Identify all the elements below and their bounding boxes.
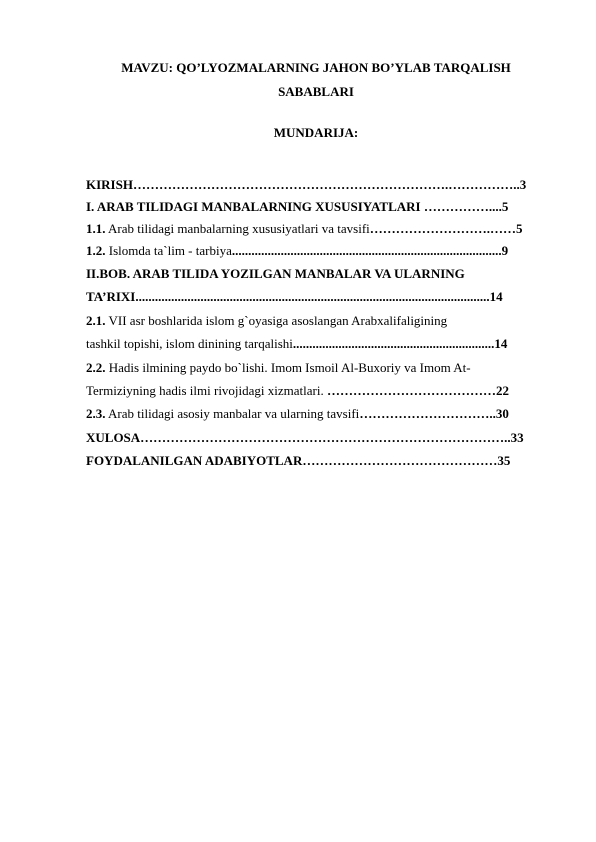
toc-entry-number: 2.1. xyxy=(86,313,106,328)
document-title-line-1: MAVZU: QO’LYOZMALARNING JAHON BO’YLAB TARQALISH xyxy=(121,60,511,75)
toc-entry-page: ...................................................................................9 xyxy=(231,243,509,258)
toc-entry-text: KIRISH……………………………………………………………….……………..3 xyxy=(86,177,527,192)
toc-entry-number: 2.2. xyxy=(86,360,106,375)
toc-entry-chapter-2-line-2 xyxy=(86,286,546,308)
toc-entry-references xyxy=(86,450,546,472)
toc-entry-text: II.BOB. ARAB TILIDA YOZILGAN MANBALAR VA ULARNING xyxy=(86,266,465,281)
contents-heading: MUNDARIJA: xyxy=(273,125,359,140)
toc-entry-text: Arab tilidagi manbalarning xususiyatlari va tavsifi xyxy=(105,221,370,236)
toc-entry-chapter-2-line-1 xyxy=(86,263,546,285)
toc-entry-2-1-line-1 xyxy=(86,310,546,332)
toc-entry-page: ..............................................................14 xyxy=(292,336,508,351)
toc-entry-text: XULOSA…………………………………………………………………………..33 xyxy=(86,430,524,445)
toc-entry-chapter-1 xyxy=(86,196,546,218)
toc-entry-text: Arab tilidagi asosiy manbalar va ularning tavsifi xyxy=(105,406,360,421)
toc-entry-page: ……………………….……5 xyxy=(369,221,523,236)
toc-entry-xulosa xyxy=(86,427,546,449)
toc-entry-2-3 xyxy=(86,403,546,425)
toc-entry-number: 1.1. xyxy=(86,221,106,236)
toc-entry-text: VII asr boshlarida islom g`oyasiga asoslangan Arabxalifaligining xyxy=(105,313,448,328)
toc-entry-text: tashkil topishi, islom dinining tarqalishi xyxy=(86,336,293,351)
toc-entry-1-1 xyxy=(86,218,546,240)
document-title-line-2: SABABLARI xyxy=(278,84,354,99)
toc-entry-2-2-line-1 xyxy=(86,357,546,379)
toc-entry-text: Islomda ta`lim - tarbiya xyxy=(105,243,232,258)
toc-entry-2-2-line-2 xyxy=(86,380,546,402)
toc-entry-text: FOYDALANILGAN ADABIYOTLAR………………………………………35 xyxy=(86,453,511,468)
toc-entry-1-2 xyxy=(86,240,546,262)
toc-entry-page: …………………………………22 xyxy=(326,383,509,398)
toc-entry-text: Hadis ilmining paydo bo`lishi. Imom Ismoil Al-Buxoriy va Imom At- xyxy=(105,360,471,375)
toc-entry-kirish xyxy=(86,174,546,196)
toc-entry-number: 1.2. xyxy=(86,243,106,258)
toc-entry-text: Termiziyning hadis ilmi rivojidagi xizmatlari. xyxy=(86,383,327,398)
toc-entry-text: TA’RIXI.............................................................................................................14 xyxy=(86,289,503,304)
toc-entry-page: …………………………..30 xyxy=(359,406,509,421)
toc-entry-text: I. ARAB TILIDAGI MANBALARNING XUSUSIYATLARI ……………....5 xyxy=(86,199,509,214)
toc-entry-number: 2.3. xyxy=(86,406,106,421)
toc-entry-2-1-line-2 xyxy=(86,333,546,355)
